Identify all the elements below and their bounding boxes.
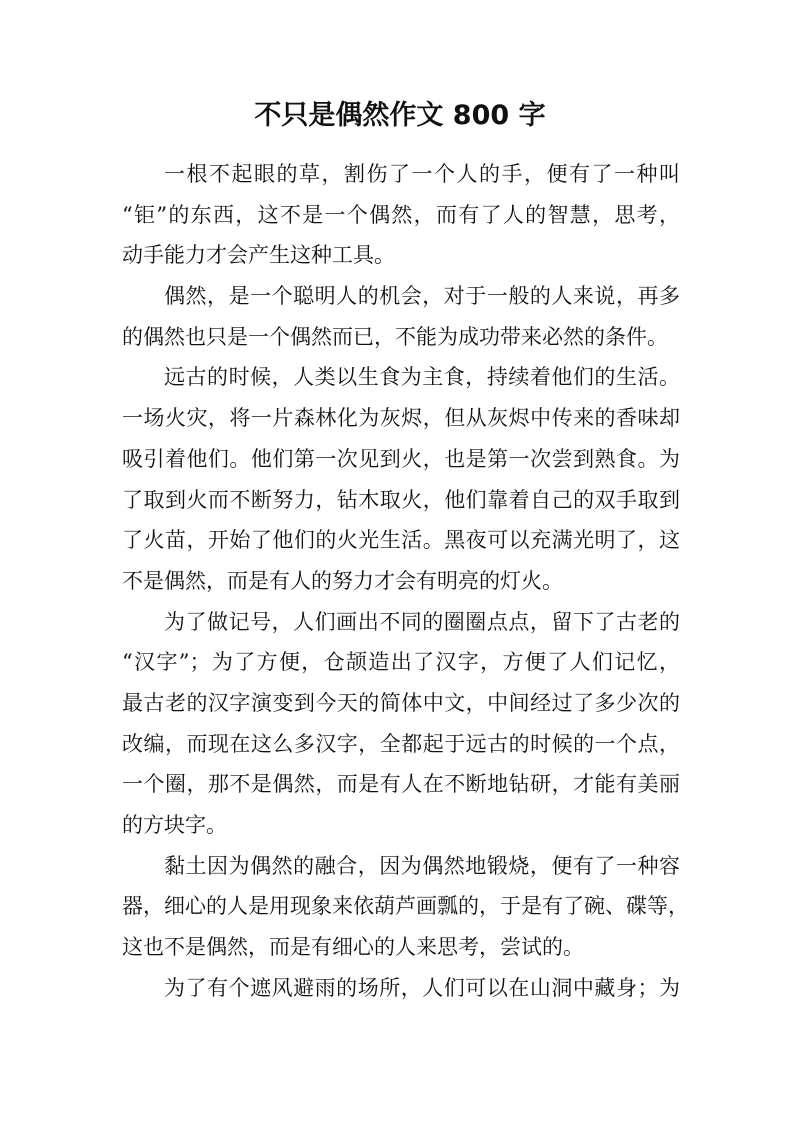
text-line: 一根不起眼的草，割伤了一个人的手，便有了一种叫 [164,162,680,186]
document-title: 不只是偶然作文 800 字 [254,100,546,131]
text-line: 了取到火而不断努力，钻木取火，他们靠着自己的双手取到 [122,487,680,512]
text-line: 动手能力才会产生这种工具。 [122,243,395,268]
text-line: 黏土因为偶然的融合，因为偶然地锻烧，便有了一种容 [164,853,680,878]
text-line: 最古老的汉字演变到今天的简体中文，中间经过了多少次的 [122,690,680,715]
text-line: 偶然，是一个聪明人的机会，对于一般的人来说，再多 [164,284,680,309]
text-line: 一个圈，那不是偶然，而是有人在不断地钻研，才能有美丽 [122,772,680,797]
paragraph-3 [122,357,680,601]
text-line: 不是偶然，而是有人的努力才会有明亮的灯火。 [122,568,563,593]
text-line: “钜”的东西，这不是一个偶然，而有了人的智慧，思考， [122,202,680,227]
text-line: 吸引着他们。他们第一次见到火，也是第一次尝到熟食。为 [122,446,680,471]
text-line: “汉字”；为了方便，仓颉造出了汉字，方便了人们记忆， [122,650,680,675]
paragraph-1 [122,154,680,276]
text-line: 一场火灾，将一片森林化为灰烬，但从灰烬中传来的香味却 [122,406,680,431]
paragraph-2 [122,276,680,357]
paragraph-6 [122,968,680,1009]
paragraph-5 [122,846,689,968]
text-line: 的偶然也只是一个偶然而已，不能为成功带来必然的条件。 [122,324,668,349]
document-body [122,154,689,1008]
text-line: 改编，而现在这么多汉字，全都起于远古的时候的一个点， [122,731,680,756]
text-line: 的方块字。 [122,813,227,837]
text-line: 远古的时候，人类以生食为主食，持续着他们的生活。 [164,365,680,390]
text-line: 了火苗，开始了他们的火光生活。黑夜可以充满光明了，这 [122,528,680,553]
text-line: 这也不是偶然，而是有细心的人来思考，尝试的。 [122,935,584,960]
text-line: 为了有个遮风避雨的场所，人们可以在山洞中藏身；为 [164,975,680,1000]
text-line: 为了做记号，人们画出不同的圈圈点点，留下了古老的 [164,609,680,634]
paragraph-4 [122,602,680,846]
text-line: 器，细心的人是用现象来依葫芦画瓢的，于是有了碗、碟等， [122,894,689,919]
